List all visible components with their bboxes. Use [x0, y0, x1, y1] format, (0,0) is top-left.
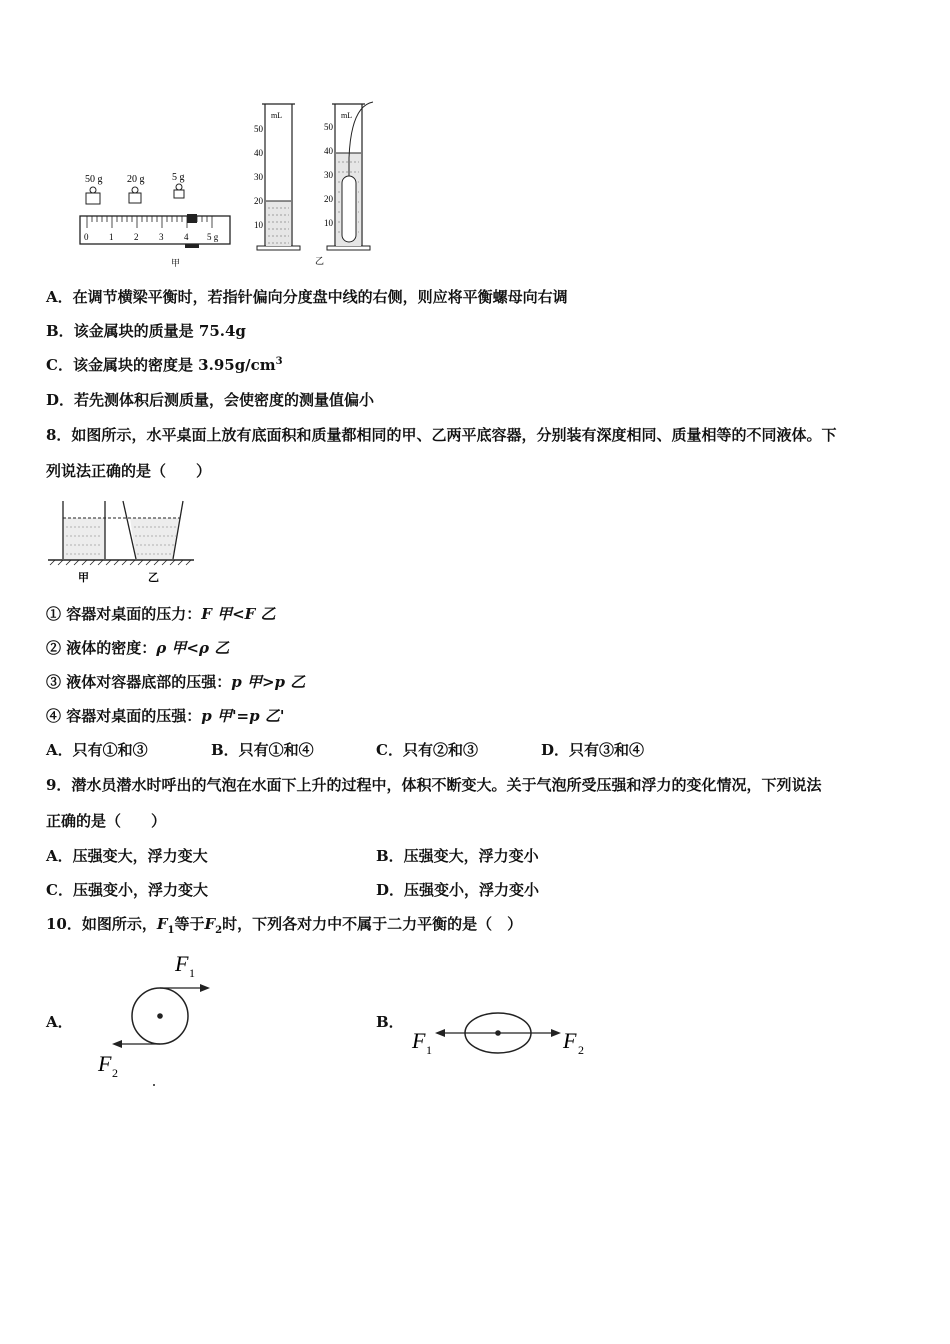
- q8-option-a: A．只有①和③: [46, 741, 148, 759]
- scale-ruler: [80, 214, 230, 248]
- weight-50g: [85, 174, 103, 204]
- svg-text:F: F: [175, 951, 189, 976]
- q8-statement-1: ① 容器对桌面的压力：F 甲<F 乙: [46, 605, 276, 623]
- q8-stem-line2: 列说法正确的是（ ）: [46, 462, 212, 480]
- svg-text:40: 40: [324, 146, 333, 156]
- q8-statement-3: ③ 液体对容器底部的压强：p 甲>p 乙: [46, 673, 306, 691]
- svg-text:2: 2: [134, 232, 139, 242]
- q8-option-c: C．只有②和③: [376, 741, 478, 759]
- weight-20g: [127, 174, 145, 203]
- svg-text:2: 2: [112, 1066, 118, 1080]
- q8-option-b: B．只有①和④: [211, 741, 314, 759]
- label-yi: 乙: [315, 256, 325, 266]
- svg-text:乙: 乙: [148, 572, 159, 584]
- rider-slider: [187, 214, 197, 223]
- q10-figure-b: [408, 1008, 598, 1063]
- q10-option-a-label: A．: [46, 1013, 73, 1031]
- q8-stem-line1: 8．如图所示，水平桌面上放有底面积和质量都相同的甲、乙两平底容器，分别装有深度相同、质量相等的不同液体。下: [46, 426, 837, 444]
- svg-text:40: 40: [254, 148, 263, 158]
- svg-text:mL: mL: [271, 111, 283, 120]
- svg-text:3: 3: [159, 232, 164, 242]
- q10-figure-a: [90, 948, 230, 1088]
- q9-option-d: D．压强变小，浮力变小: [376, 881, 540, 899]
- svg-text:20 g: 20 g: [127, 174, 145, 185]
- cylinder-right: [324, 102, 373, 250]
- cylinder-left: [254, 104, 300, 250]
- q7-option-b: B．该金属块的质量是 75.4g: [46, 322, 246, 340]
- svg-text:20: 20: [324, 194, 333, 204]
- label-jia: 甲: [171, 258, 181, 268]
- q9-option-c: C．压强变小，浮力变大: [46, 881, 208, 899]
- svg-text:1: 1: [109, 232, 114, 242]
- q7-option-a: A．在调节横梁平衡时，若指针偏向分度盘中线的右侧，则应将平衡螺母向右调: [46, 288, 568, 306]
- container-jia: [63, 501, 105, 559]
- svg-text:50 g: 50 g: [85, 174, 103, 185]
- q9-option-a: A．压强变大，浮力变大: [46, 847, 208, 865]
- q7-figure: [75, 98, 395, 268]
- q7-option-d: D．若先测体积后测质量，会使密度的测量值偏小: [46, 391, 375, 409]
- svg-text:1: 1: [189, 966, 195, 980]
- svg-text:F: F: [98, 1051, 112, 1076]
- svg-text:10: 10: [324, 218, 333, 228]
- q9-stem-line2: 正确的是（ ）: [46, 812, 167, 830]
- weight-5g: [172, 172, 185, 198]
- svg-text:50: 50: [324, 122, 333, 132]
- svg-text:4: 4: [184, 232, 189, 242]
- q8-option-d: D．只有③和④: [541, 741, 645, 759]
- svg-text:30: 30: [254, 172, 263, 182]
- svg-text:0: 0: [84, 232, 89, 242]
- svg-text:30: 30: [324, 170, 333, 180]
- q8-figure: [46, 495, 196, 587]
- q8-statement-2: ② 液体的密度：ρ 甲<ρ 乙: [46, 639, 230, 657]
- svg-text:甲: 甲: [78, 572, 89, 584]
- svg-text:20: 20: [254, 196, 263, 206]
- q10-option-b-label: B．: [376, 1013, 404, 1031]
- q10-stem: 10．如图所示，$F_1$等于$F_2$时，下列各对力中不属于二力平衡的是（ ）: [46, 915, 523, 936]
- container-yi: [123, 501, 183, 559]
- svg-text:10: 10: [254, 220, 263, 230]
- svg-text:F: F: [563, 1028, 577, 1053]
- svg-text:F: F: [412, 1028, 426, 1053]
- svg-text:mL: mL: [341, 111, 353, 120]
- q8-statement-4: ④ 容器对桌面的压强：p 甲'=p 乙': [46, 707, 285, 725]
- q9-stem-line1: 9．潜水员潜水时呼出的气泡在水面下上升的过程中，体积不断变大。关于气泡所受压强和浮力的变化情况，下列说法: [46, 776, 822, 794]
- svg-text:1: 1: [426, 1043, 432, 1057]
- svg-text:2: 2: [578, 1043, 584, 1057]
- svg-text:5 g: 5 g: [172, 172, 185, 183]
- q9-option-b: B．压强变大，浮力变小: [376, 847, 539, 865]
- q7-option-c: C．该金属块的密度是 $3.95g/cm^3$: [46, 356, 283, 374]
- svg-text:5 g: 5 g: [207, 232, 219, 242]
- svg-text:50: 50: [254, 124, 263, 134]
